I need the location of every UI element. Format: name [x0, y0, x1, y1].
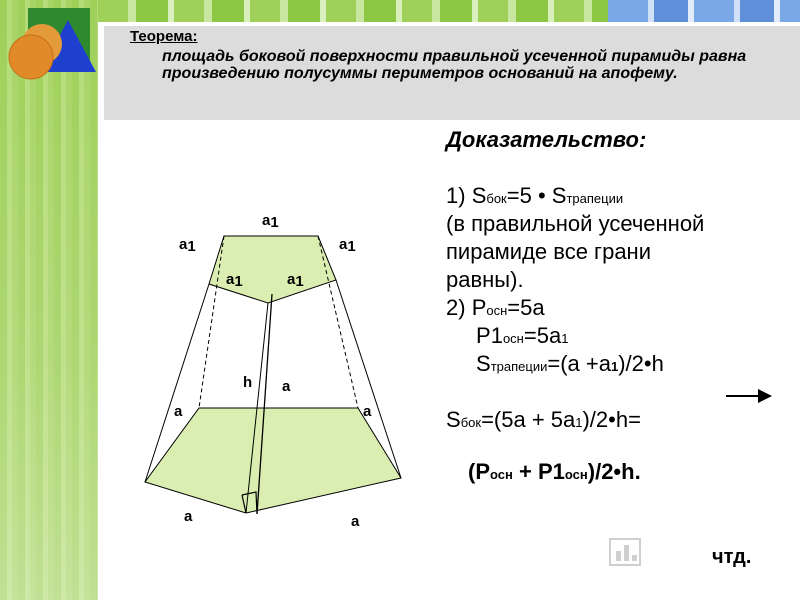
label-a1-right: a1 [339, 236, 356, 255]
label-a-bottom-left: a [184, 508, 193, 525]
proof-line-9: (Pосн + P1осн)/2•h. [468, 459, 641, 484]
proof-line-4: равны). [446, 267, 524, 292]
label-a1-top: a1 [262, 212, 279, 231]
label-a1-inner-left: a1 [226, 271, 243, 290]
proof-block [446, 126, 796, 486]
label-a1-left: a1 [179, 236, 196, 255]
top-base [209, 236, 336, 303]
qed-label: чтд. [712, 546, 752, 568]
bottom-base [145, 408, 401, 513]
theorem-label: Теорема: [130, 28, 198, 45]
proof-line-2: (в правильной усеченной [446, 211, 705, 236]
label-a-bottom-right: a [351, 513, 360, 530]
proof-line-7: Sтрапеции=(a +a1)/2•h [476, 351, 664, 376]
proof-line-8: Sбок=(5a + 5a1)/2•h= [446, 407, 641, 432]
proof-line-6: P1осн=5a1 [476, 323, 569, 348]
watermark-chart-icon [606, 533, 646, 573]
label-a-left: a [174, 403, 183, 420]
label-a-right: a [363, 403, 372, 420]
label-a1-inner-right: a1 [287, 271, 304, 290]
proof-line-3: пирамиде все грани [446, 239, 651, 264]
top-decor-bar-blue [608, 0, 800, 22]
label-a-center: a [282, 378, 291, 395]
arrow-right-icon [724, 386, 774, 406]
label-h: h [243, 374, 253, 391]
proof-line-1: 1) Sбок=5 • Sтрапеции [446, 183, 624, 208]
proof-title: Доказательство: [446, 127, 647, 152]
proof-line-5: 2) Pосн=5a [446, 295, 545, 320]
theorem-text: площадь боковой поверхности правильной усеченной пирамиды равна произведению полусуммы периметров оснований на апофему. [162, 48, 747, 82]
